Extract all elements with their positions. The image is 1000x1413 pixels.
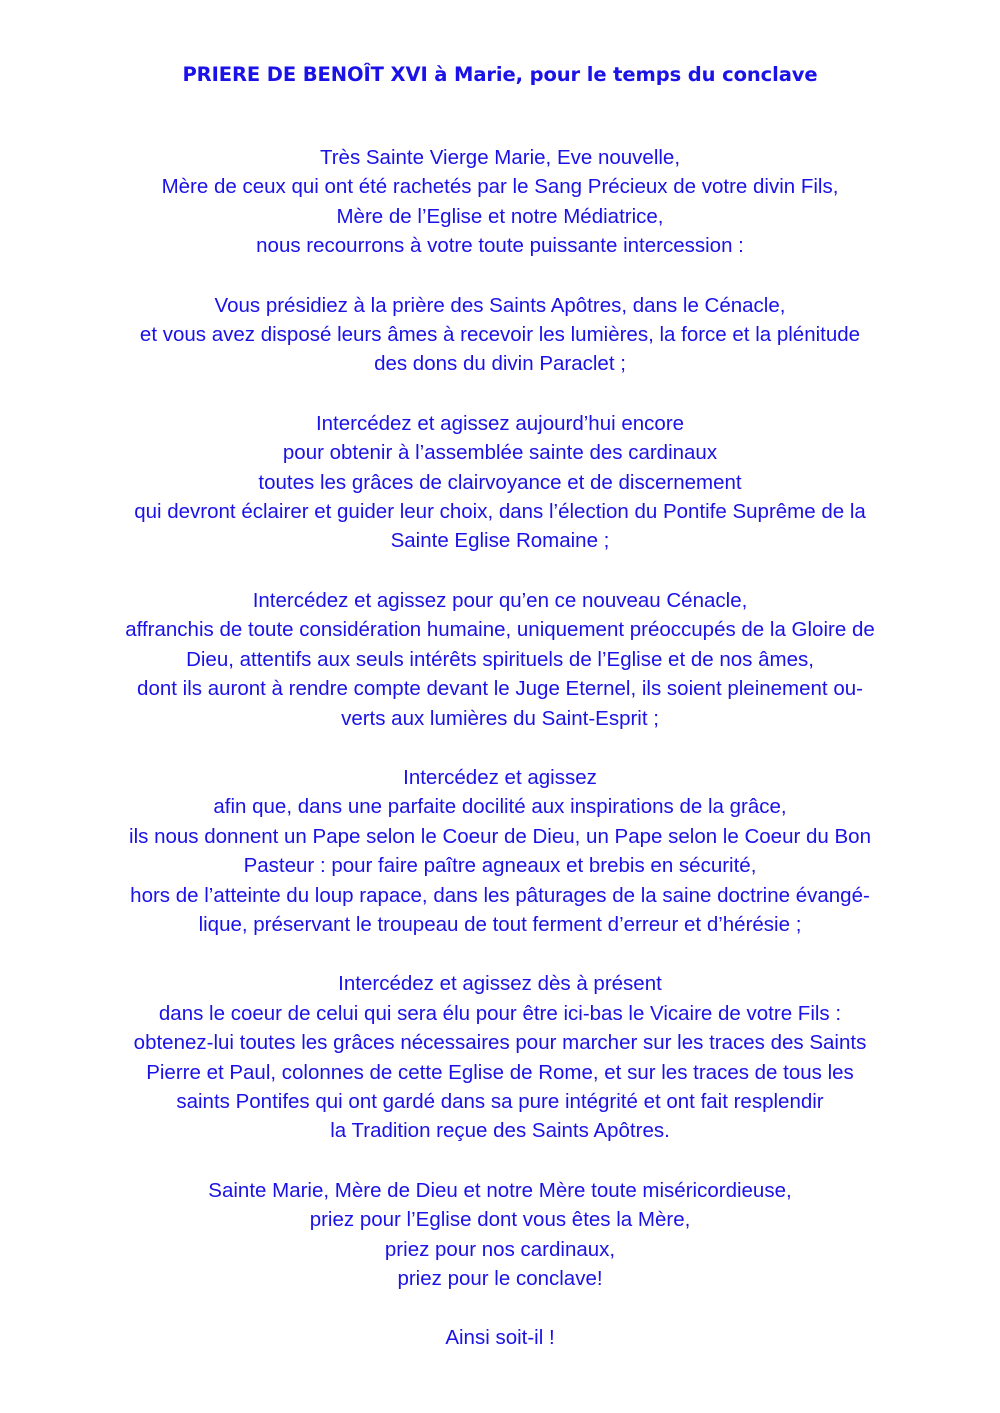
stanza-line: Pierre et Paul, colonnes de cette Eglise de Rome, et sur les traces de tous les bbox=[146, 1060, 854, 1084]
stanza-line: Dieu, attentifs aux seuls intérêts spirituels de l’Eglise et de nos âmes, bbox=[186, 647, 814, 671]
stanza-cenacle bbox=[0, 291, 1000, 379]
stanza-line: et vous avez disposé leurs âmes à recevoir les lumières, la force et la plénitude bbox=[139, 323, 861, 347]
page-title: PRIERE DE BENOÎT XVI à Marie, pour le temps du conclave bbox=[182, 63, 818, 86]
stanza-invocation bbox=[0, 143, 1000, 261]
stanza-line: lique, préservant le troupeau de tout ferment d’erreur et d’hérésie ; bbox=[198, 912, 802, 936]
stanza-line: des dons du divin Paraclet ; bbox=[374, 352, 626, 376]
stanza-line: nous recourrons à votre toute puissante intercession : bbox=[256, 234, 744, 258]
stanza-line: toutes les grâces de clairvoyance et de discernement bbox=[258, 470, 742, 494]
stanza-supplication bbox=[0, 1176, 1000, 1294]
stanza-line: Sainte Eglise Romaine ; bbox=[390, 529, 610, 553]
stanza-line: la Tradition reçue des Saints Apôtres. bbox=[330, 1119, 670, 1143]
stanza-line: Vous présidiez à la prière des Saints Apôtres, dans le Cénacle, bbox=[214, 293, 786, 317]
stanza-line: Mère de ceux qui ont été rachetés par le Sang Précieux de votre divin Fils, bbox=[161, 175, 839, 199]
stanza-line: qui devront éclairer et guider leur choix, dans l’élection du Pontife Suprême de la bbox=[134, 500, 866, 524]
stanza-elected bbox=[0, 969, 1000, 1145]
stanza-line: Très Sainte Vierge Marie, Eve nouvelle, bbox=[319, 146, 681, 169]
stanza-line: affranchis de toute considération humaine, uniquement préoccupés de la Gloire de bbox=[125, 618, 875, 642]
stanza-pope bbox=[0, 763, 1000, 939]
stanza-line: verts aux lumières du Saint-Esprit ; bbox=[341, 706, 659, 730]
stanza-line: obtenez-lui toutes les grâces nécessaires pour marcher sur les traces des Saints bbox=[133, 1031, 867, 1055]
stanza-line: Intercédez et agissez aujourd’hui encore bbox=[315, 411, 685, 435]
stanza-line: Intercédez et agissez pour qu’en ce nouveau Cénacle, bbox=[252, 588, 748, 612]
stanza-line: Intercédez et agissez dès à présent bbox=[338, 972, 662, 996]
stanza-new-cenacle bbox=[0, 586, 1000, 733]
stanza-line: Mère de l’Eglise et notre Médiatrice, bbox=[336, 204, 664, 228]
stanza-line: Sainte Marie, Mère de Dieu et notre Mère toute miséricordieuse, bbox=[208, 1178, 792, 1202]
stanza-line: pour obtenir à l’assemblée sainte des cardinaux bbox=[282, 441, 718, 465]
stanza-line: saints Pontifes qui ont gardé dans sa pure intégrité et ont fait resplendir bbox=[176, 1089, 824, 1113]
stanza-line: ils nous donnent un Pape selon le Coeur de Dieu, un Pape selon le Coeur du Bon bbox=[129, 824, 871, 848]
stanza-line: dans le coeur de celui qui sera élu pour être ici-bas le Vicaire de votre Fils : bbox=[158, 1001, 842, 1025]
stanza-line: Pasteur : pour faire paître agneaux et brebis en sécurité, bbox=[243, 854, 757, 878]
stanza-line: afin que, dans une parfaite docilité aux inspirations de la grâce, bbox=[213, 795, 787, 819]
stanza-line: priez pour le conclave! bbox=[397, 1267, 603, 1290]
stanza-line: hors de l’atteinte du loup rapace, dans les pâturages de la saine doctrine évangé- bbox=[130, 883, 870, 907]
stanza-cardinals bbox=[0, 409, 1000, 556]
stanza-amen bbox=[0, 1323, 1000, 1352]
stanza-line: priez pour nos cardinaux, bbox=[384, 1237, 616, 1261]
stanza-line: dont ils auront à rendre compte devant le Juge Eternel, ils soient pleinement ou- bbox=[137, 677, 863, 701]
stanza-line: priez pour l’Eglise dont vous êtes la Mère, bbox=[309, 1208, 691, 1232]
closing-line: Ainsi soit-il ! bbox=[445, 1326, 555, 1350]
stanza-line: Intercédez et agissez bbox=[403, 765, 597, 789]
